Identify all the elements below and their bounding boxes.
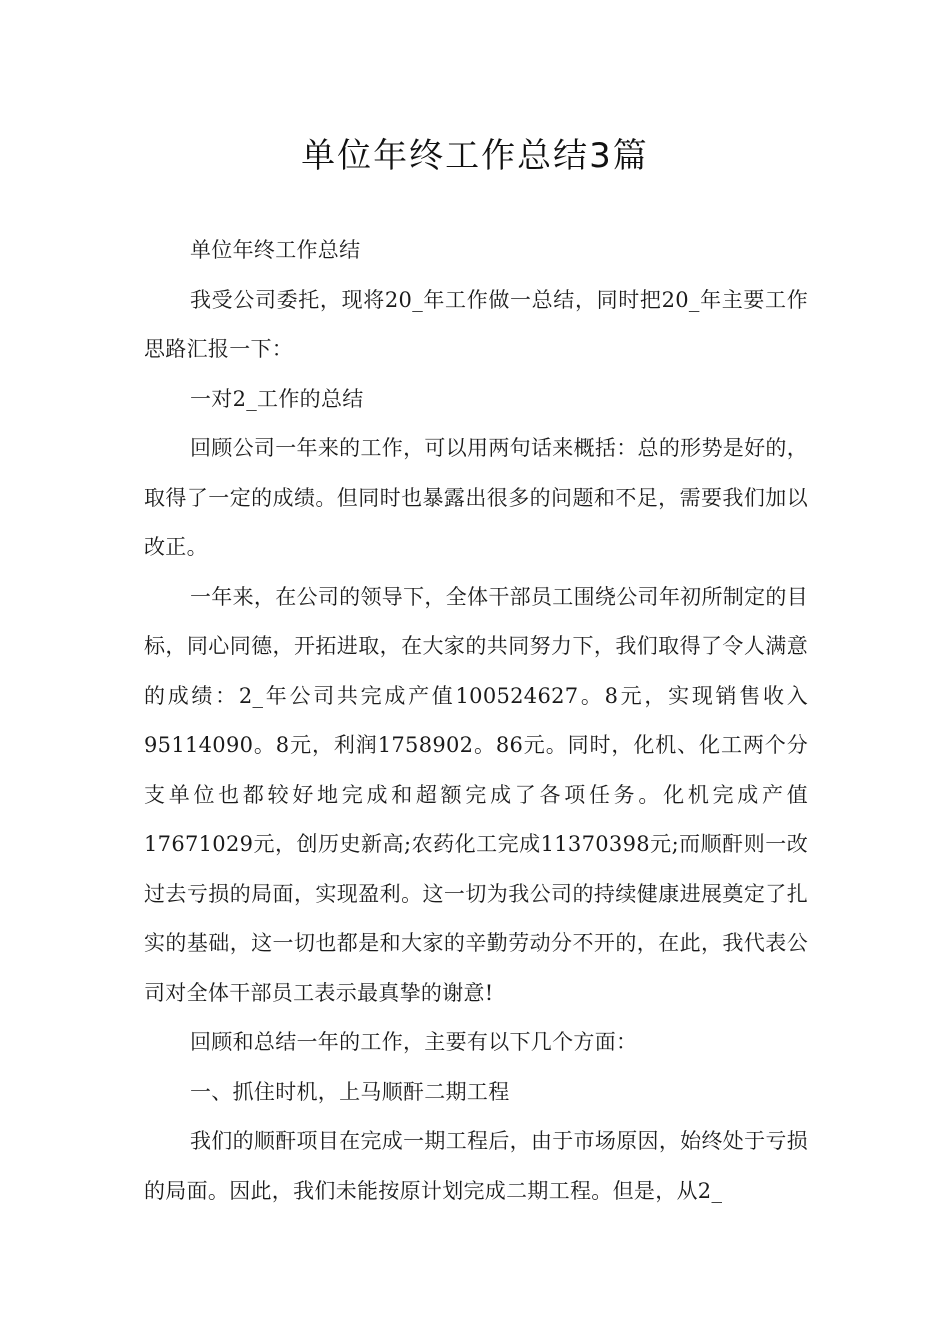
paragraph-review: 回顾公司一年来的工作，可以用两句话来概括：总的形势是好的，取得了一定的成绩。但同时也暴露出很多的问题和不足，需要我们加以改正。 bbox=[144, 436, 808, 559]
paragraph-point-one-heading: 一、抓住时机，上马顺酐二期工程 bbox=[190, 1079, 510, 1104]
paragraph-section-heading: 一对2_工作的总结 bbox=[190, 386, 364, 411]
document-title: 单位年终工作总结3篇 bbox=[301, 136, 649, 176]
document-body bbox=[144, 226, 808, 1216]
paragraph-achievements: 一年来，在公司的领导下，全体干部员工围绕公司年初所制定的目标，同心同德，开拓进取，在大家的共同努力下，我们取得了令人满意的成绩：2_年公司共完成产值100524627。8元，实现销售收入95114090。8元，利润1758902。86元。同时，化机、化工两个分支单位也都较好地完成和超额完成了各项任务。化机完成产值17671029元，创历史新高;农药化工完成11370398元;而顺酐则一改过去亏损的局面，实现盈利。这一切为我公司的持续健康进展奠定了扎实的基础，这一切也都是和大家的辛勤劳动分不开的，在此，我代表公司对全体干部员工表示最真挚的谢意! bbox=[144, 584, 808, 1005]
paragraph-subtitle: 单位年终工作总结 bbox=[190, 238, 361, 262]
paragraph-point-one: 我们的顺酐项目在完成一期工程后，由于市场原因，始终处于亏损的局面。因此，我们未能按原计划完成二期工程。但是，从2_ bbox=[144, 1129, 808, 1203]
paragraph-aspects: 回顾和总结一年的工作，主要有以下几个方面： bbox=[190, 1030, 638, 1054]
paragraph-intro: 我受公司委托，现将20_年工作做一总结，同时把20_年主要工作思路汇报一下： bbox=[144, 287, 808, 361]
